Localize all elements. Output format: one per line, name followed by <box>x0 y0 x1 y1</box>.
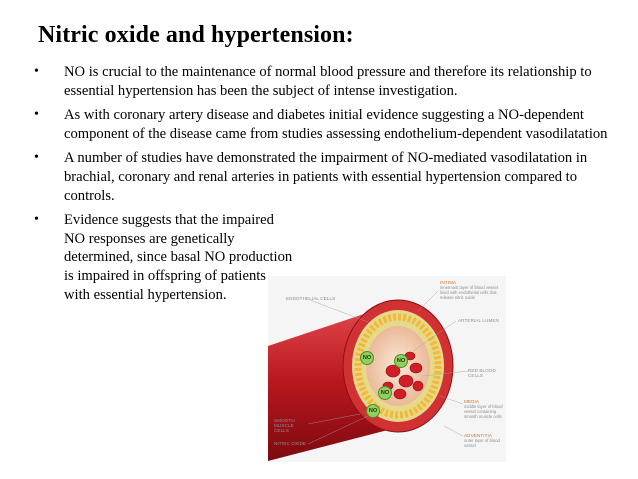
label-media: MEDIA <box>464 399 480 404</box>
artery-illustration <box>268 276 506 462</box>
no-molecule-tag: NO <box>360 351 374 365</box>
label-adventitia-desc: outer layer of blood vessel <box>464 438 500 448</box>
bullet-text: NO is crucial to the maintenance of normal blood pressure and therefore its relationship to essential hypertension has been the subject of intense investigation. <box>64 64 592 99</box>
no-molecule-tag: NO <box>394 354 408 368</box>
label-red-blood-cells: RED BLOOD CELLS <box>468 368 496 379</box>
bullet-dot: • <box>34 107 39 123</box>
bullet-item <box>30 106 615 143</box>
no-molecule-tag: NO <box>366 404 380 418</box>
label-intima: INTIMA <box>440 280 457 285</box>
label-adventitia: ADVENTITIA <box>464 433 493 438</box>
bullet-dot: • <box>34 212 39 228</box>
slide-title: Nitric oxide and hypertension: <box>38 22 354 48</box>
bullet-dot: • <box>34 64 39 79</box>
label-intima-desc: innermost layer of blood vessel lined with endothelial cells that release nitric oxide <box>440 285 498 300</box>
label-nitric-oxide: NITRIC OXIDE <box>274 441 307 446</box>
bullet-item <box>30 149 615 205</box>
label-arterial-lumen: ARTERIAL LUMEN <box>458 318 499 323</box>
label-endothelial-cells: ENDOTHELIAL CELLS <box>286 296 336 301</box>
bullet-text: As with coronary artery disease and diabetes initial evidence suggesting a NO-dependent component of the disease came from studies assessing endothelium-dependent vasodilatation <box>64 107 608 142</box>
no-molecule-tag: NO <box>378 386 392 400</box>
bullet-list <box>30 63 615 310</box>
bullet-dot: • <box>34 150 39 166</box>
bullet-item <box>30 63 615 100</box>
label-smooth-muscle-cells: SMOOTH MUSCLE CELLS <box>274 418 295 434</box>
label-media-desc: middle layer of blood vessel containing smooth muscle cells <box>464 404 503 419</box>
bullet-text: A number of studies have demonstrated the impairment of NO-mediated vasodilatation in brachial, coronary and renal arteries in patients with essential hypertension compared to controls. <box>64 150 588 204</box>
bullet-text: Evidence suggests that the impaired NO responses are genetically determined, since basal NO production is impaired in offspring of patients with essential hypertension. <box>64 212 293 303</box>
